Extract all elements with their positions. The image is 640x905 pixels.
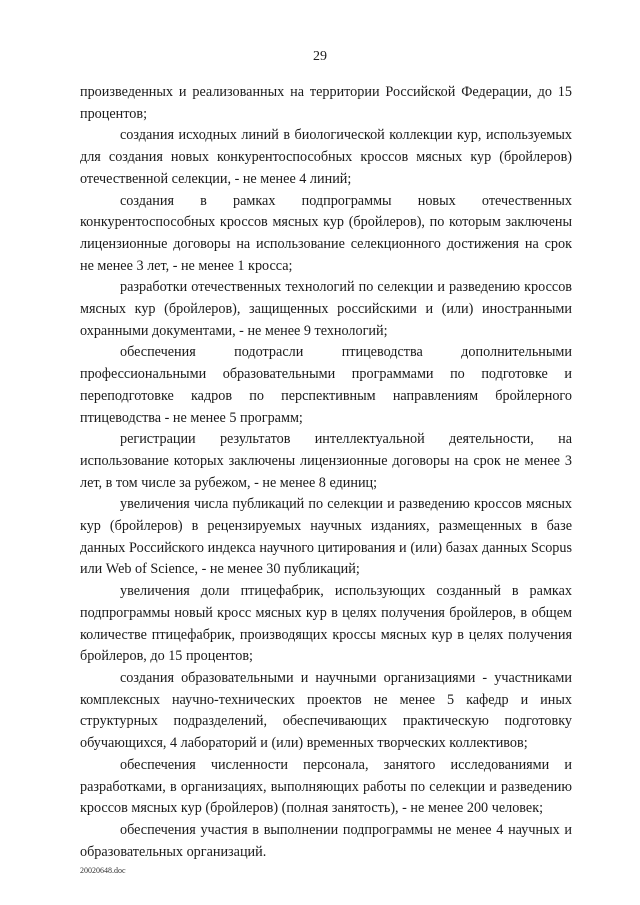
- paragraph: произведенных и реализованных на территории Российской Федерации, до 15 процентов;: [80, 84, 572, 122]
- paragraph: увеличения числа публикаций по селекции и разведению кроссов мясных кур (бройлеров) в рецензируемых научных изданиях, размещенных в базе данных Российского индекса научного цитирования и (или) базах данных Scopus или Web of Science, - не менее 30 публикаций;: [80, 496, 572, 578]
- paragraph: регистрации результатов интеллектуальной деятельности, на использование которых заключены лицензионные договоры на срок не менее 3 лет, в том числе за рубежом, - не менее 8 единиц;: [80, 431, 572, 491]
- paragraph: обеспечения участия в выполнении подпрограммы не менее 4 научных и образовательных организаций.: [80, 821, 572, 860]
- footer-filename: 20020648.doc: [80, 866, 126, 875]
- paragraph: обеспечения подотрасли птицеводства дополнительными профессиональными образовательными программами по подготовке и переподготовке кадров по перспективным направлениям бройлерного птицеводства - не менее 5 программ;: [80, 344, 572, 426]
- paragraph: обеспечения численности персонала, занятого исследованиями и разработками, в организациях, выполняющих работы по селекции и разведению кроссов мясных кур (бройлеров) (полная занятость), - не менее 200 человек;: [80, 756, 572, 817]
- page-number: 29: [313, 49, 327, 64]
- paragraph: разработки отечественных технологий по селекции и разведению кроссов мясных кур (бройлеров), защищенных российскими и (или) иностранными охранными документами, - не менее 9 технологий;: [80, 279, 572, 339]
- paragraph: увеличения доли птицефабрик, использующих созданный в рамках подпрограммы новый кросс мясных кур в целях получения бройлеров, в общем количестве птицефабрик, производящих кроссы мясных кур в целях получения бройлеров, до 15 процентов;: [80, 583, 572, 665]
- document-body: [80, 82, 572, 863]
- paragraph: создания в рамках подпрограммы новых отечественных конкурентоспособных кроссов мясных кур (бройлеров), по которым заключены лицензионные договоры на использование селекционного достижения на срок не менее 3 лет, - не менее 1 кросса;: [80, 192, 572, 274]
- paragraph: создания исходных линий в биологической коллекции кур, используемых для создания новых конкурентоспособных кроссов мясных кур (бройлеров) отечественной селекции, - не менее 4 линий;: [80, 127, 572, 187]
- paragraph: создания образовательными и научными организациями - участниками комплексных научно-технических проектов не менее 5 кафедр и иных структурных подразделений, обеспечивающих практическую подготовку обучающихся, 4 лабораторий и (или) временных творческих коллективов;: [80, 669, 572, 752]
